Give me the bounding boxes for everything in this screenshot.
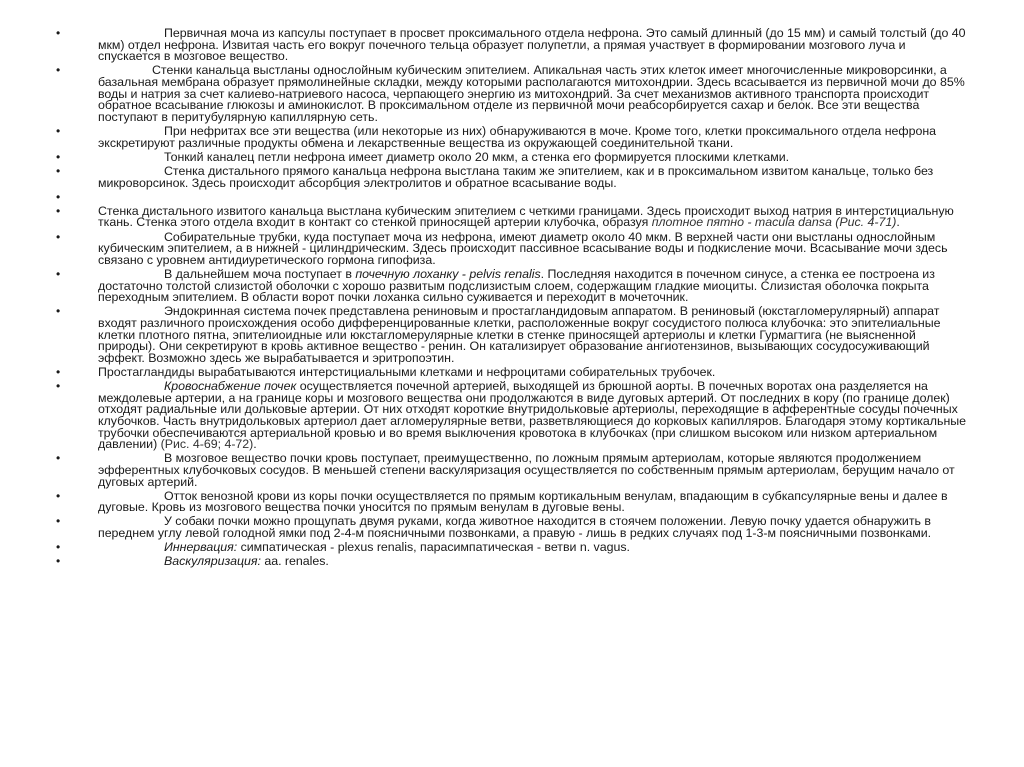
italic-term: Васкуляризация: <box>164 554 261 569</box>
list-item <box>56 381 968 451</box>
figure-reference: плотное пятно - macula dansa (Рис. 4-71) <box>651 215 897 230</box>
paragraph-text: осуществляется почечной артерией, выходящей из брюшной аорты. В почечных воротах она разделяется на междолевые артерии, а на границе коры и мозгового вещества они продолжаются в виде дуговых артерий. От последних в кору (по границе долек) отходят радиальные или дольковые артерии. От них отходят короткие внутридольковые артериолы, переходящие в афферентные сосуды почечных клубочков. Часть внутридольковых артериол дает агломерулярные ветви, разветвляющиеся до корковых капилляров. Благодаря этому кортикальные трубочки обеспечиваются артериальной кровью и во время выключения кровотока в клубочках (при слишком высоком или низком артериальном давлении) <box>98 379 967 452</box>
list-item <box>56 163 968 190</box>
bullet-icon: • <box>56 203 61 218</box>
bullet-icon: • <box>56 229 61 244</box>
bullet-icon: • <box>56 149 61 164</box>
list-item <box>56 203 968 230</box>
list-item <box>56 488 968 515</box>
paragraph-text: Собирательные трубки, куда поступает моча из нефрона, имеют диаметр около 40 мкм. В верхней части они выстланы однослойным кубическим эпителием, а в нижней - цилиндрическим. Здесь происходит пассивное всасывание воды и подкисление мочи. Всасывание мочи здесь связано с уровнем антидиуретического гормона гипофиза. <box>98 229 948 267</box>
paragraph-text: В мозговое вещество почки кровь поступает, преимущественно, по ложным прямым артериолам, которые являются продолжением эфферентных клубочковых сосудов. В меньшей степени васкуляризация осуществляется по собственным прямым артериолам, берущим начало от дуговых артерий. <box>98 451 955 489</box>
paragraph-text: Стенки канальца выстланы однослойным кубическим эпителием. Апикальная часть этих клеток имеет многочисленные микроворсинки, а базальная мембрана образует прямолинейные складки, между которыми располагаются митохондрии. Здесь всасывается из первичной мочи до 85% воды и натрия за счет калиево-натриевого насоса, черпающего энергию из митохондрий. За счет механизмов активного транспорта происходит обратное всасывание глюкозы и аминокислот. В проксимальном отделе из первичной мочи реабсорбируется сахар и белок. Все эти вещества поступают в перитубулярную капиллярную сеть. <box>98 63 965 124</box>
bullet-icon: • <box>56 189 61 204</box>
paragraph-text: Первичная моча из капсулы поступает в просвет проксимального отдела нефрона. Это самый длинный (до 15 мм) и самый толстый (до 40 мкм) отдел нефрона. Извитая часть его вокруг почечного тельца образует полупетли, а прямая участвует в формировании мозгового луча и спускается в мозговое вещество. <box>98 26 966 64</box>
list-item <box>56 542 968 554</box>
paragraph-text: Стенка дистального прямого канальца нефрона выстлана таким же эпителием, как и в проксимальном извитом канальце, только без микроворсинок. Здесь происходит абсорбция электролитов и обратное всасывание воды. <box>98 163 934 190</box>
bullet-icon: • <box>56 267 61 282</box>
paragraph-text: Тонкий каналец петли нефрона имеет диаметр около 20 мкм, а стенка его формируется плоскими клетками. <box>164 149 790 164</box>
bullet-icon: • <box>56 554 61 569</box>
bullet-icon: • <box>56 123 61 138</box>
paragraph-text: У собаки почки можно прощупать двумя руками, когда животное находится в стоячем положении. Левую почку удается обнаружить в переднем углу левой голодной ямки под 2-4-м поясничными позвонками, а правую - лишь в редких случаях под 1-3-м поясничными позвонками. <box>98 514 932 541</box>
list-item <box>56 28 968 63</box>
list-item <box>56 306 968 364</box>
list-item <box>56 65 968 123</box>
paragraph-text-end: . <box>253 437 257 452</box>
paragraph-text: В дальнейшем моча поступает в <box>164 267 356 282</box>
bullet-icon: • <box>56 379 61 394</box>
paragraph-text: Отток венозной крови из коры почки осуществляется по прямым кортикальным венулам, впадающим в субкапсулярные вены и далее в дуговые. Кровь из мозгового вещества почки уносится по прямым венулам в дуговые вены. <box>98 488 948 515</box>
list-item <box>56 123 968 150</box>
figure-reference: (Рис. 4-69; 4-72) <box>160 437 254 452</box>
list-item <box>56 269 968 304</box>
bullet-icon: • <box>56 63 61 78</box>
paragraph-text: Простагландиды вырабатываются интерстициальными клетками и нефроцитами собирательных трубочек. <box>98 364 716 379</box>
list-item <box>56 364 968 379</box>
bullet-icon: • <box>56 451 61 466</box>
paragraph-text: Стенка дистального извитого канальца выстлана кубическим эпителием с четкими границами. Здесь происходит выход натрия в интерстициальную ткань. Стенка этого отдела входит в контакт со стенкой приносящей артерии клубочка, образуя <box>98 203 954 230</box>
paragraph-text: При нефритах все эти вещества (или некоторые из них) обнаруживаются в моче. Кроме того, клетки проксимального отдела нефрона экскретируют различные продукты обмена и лекарственные вещества из окружающей соединительной ткани. <box>98 123 937 150</box>
list-item <box>56 556 968 568</box>
bullet-icon: • <box>56 304 61 319</box>
list-item <box>56 149 968 164</box>
bullet-icon: • <box>56 364 61 379</box>
paragraph-text-end: . Последняя находится в почечном синусе, а стенка ее построена из достаточно толстой слизистой оболочки с хорошо развитым подслизистым слоем, содержащим гладкие миоциты. Слизистая оболочка покрыта переходным эпителием. В области ворот почки лоханка сильно суживается и переходит в мочеточник. <box>98 267 935 305</box>
list-item <box>56 229 968 267</box>
list-item <box>56 516 968 539</box>
bullet-icon: • <box>56 540 61 555</box>
italic-term: Иннервация: <box>164 540 238 555</box>
bullet-icon: • <box>56 163 61 178</box>
paragraph-list <box>56 28 968 571</box>
list-item <box>56 453 968 488</box>
bullet-icon: • <box>56 514 61 529</box>
paragraph-text: aa. renales. <box>260 554 329 569</box>
paragraph-text-end: . <box>896 215 900 230</box>
paragraph-text: Эндокринная система почек представлена рениновым и простагландидовым аппаратом. В рениновый (юкстагломерулярный) аппарат входят различного происхождения особо дифференцированные клетки, расположенные вокруг сосудистого полюса клубочка: это эпителиальные клетки плотного пятна, эпителиоидные или юкстагломерулярные клетки в стенке приносящей артериолы и клетки Гурмагтига (не выясненной природы). Они секретируют в кровь активное вещество - ренин. Он катализирует образование ангиотензинов, вызывающих сосудосуживающий эффект. Возможно здесь же вырабатывается и эритропоэтин. <box>98 304 941 365</box>
paragraph-text: симпатическая - plexus renalis, парасимпатическая - ветви n. vagus. <box>237 540 630 555</box>
list-item-empty <box>56 189 968 204</box>
bullet-icon: • <box>56 488 61 503</box>
italic-term: почечную лоханку - pelvis renalis <box>355 267 541 282</box>
italic-term: Кровоснабжение почек <box>164 379 297 394</box>
bullet-icon: • <box>56 26 61 40</box>
